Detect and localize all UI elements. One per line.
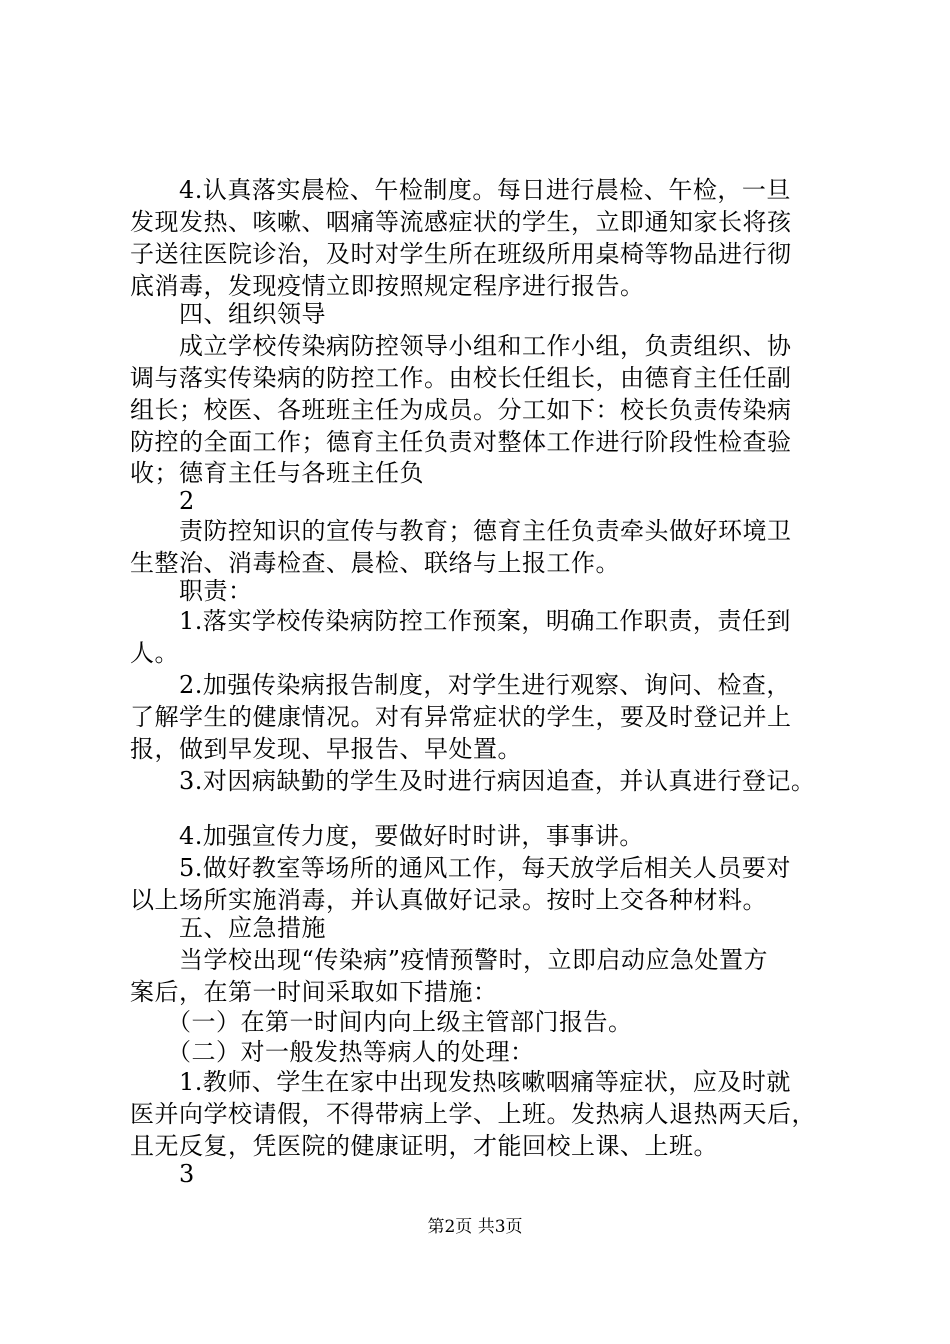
page-break-number: 2 — [130, 487, 195, 515]
text-line: （一）在第一时间内向上级主管部门报告。 — [130, 1008, 633, 1036]
text-line: 当学校出现“传染病”疫情预警时，立即启动应急处置方 — [130, 946, 769, 974]
text-line: 以上场所实施消毒，并认真做好记录。按时上交各种材料。 — [130, 886, 767, 914]
text-line: 调与落实传染病的防控工作。由校长任组长，由德育主任任副 — [130, 364, 792, 392]
section-heading: 四、组织领导 — [130, 300, 326, 328]
text-line: 2.加强传染病报告制度，对学生进行观察、询问、检查， — [130, 671, 791, 699]
text-line: 成立学校传染病防控领导小组和工作小组，负责组织、协 — [130, 332, 792, 360]
text-line: 医并向学校请假，不得带病上学、上班。发热病人退热两天后， — [130, 1100, 816, 1128]
section-heading: 职责： — [130, 577, 253, 605]
text-line: 发现发热、咳嗽、咽痛等流感症状的学生，立即通知家长将孩 — [130, 208, 792, 236]
text-line: 防控的全面工作；德育主任负责对整体工作进行阶段性检查验 — [130, 428, 792, 456]
text-line: 责防控知识的宣传与教育；德育主任负责牵头做好环境卫 — [130, 517, 792, 545]
text-line: 底消毒，发现疫情立即按照规定程序进行报告。 — [130, 272, 645, 300]
text-line: 案后，在第一时间采取如下措施： — [130, 978, 498, 1006]
page-footer: 第2页 共3页 — [427, 1217, 523, 1237]
text-line: 收；德育主任与各班主任负 — [130, 459, 424, 487]
text-line: 4.加强宣传力度，要做好时时讲，事事讲。 — [130, 822, 644, 850]
text-line: 组长；校医、各班班主任为成员。分工如下：校长负责传染病 — [130, 396, 792, 424]
text-line: 4.认真落实晨检、午检制度。每日进行晨检、午检，一旦 — [130, 176, 791, 204]
text-line: 了解学生的健康情况。对有异常症状的学生，要及时登记并上 — [130, 703, 792, 731]
section-heading: 五、应急措施 — [130, 914, 326, 942]
text-line: 子送往医院诊治，及时对学生所在班级所用桌椅等物品进行彻 — [130, 240, 792, 268]
text-line: 报，做到早发现、早报告、早处置。 — [130, 735, 522, 763]
text-line: 3.对因病缺勤的学生及时进行病因追查，并认真进行登记。 — [130, 767, 816, 795]
text-line: 1.落实学校传染病防控工作预案，明确工作职责，责任到 — [130, 607, 791, 635]
page-break-number: 3 — [130, 1160, 195, 1188]
text-line: 5.做好教室等场所的通风工作，每天放学后相关人员要对 — [130, 854, 791, 882]
text-line: （二）对一般发热等病人的处理： — [130, 1038, 535, 1066]
text-line: 生整治、消毒检查、晨检、联络与上报工作。 — [130, 549, 620, 577]
text-line: 且无反复，凭医院的健康证明，才能回校上课、上班。 — [130, 1132, 718, 1160]
text-line: 人。 — [130, 639, 179, 667]
text-line: 1.教师、学生在家中出现发热咳嗽咽痛等症状，应及时就 — [130, 1068, 791, 1096]
